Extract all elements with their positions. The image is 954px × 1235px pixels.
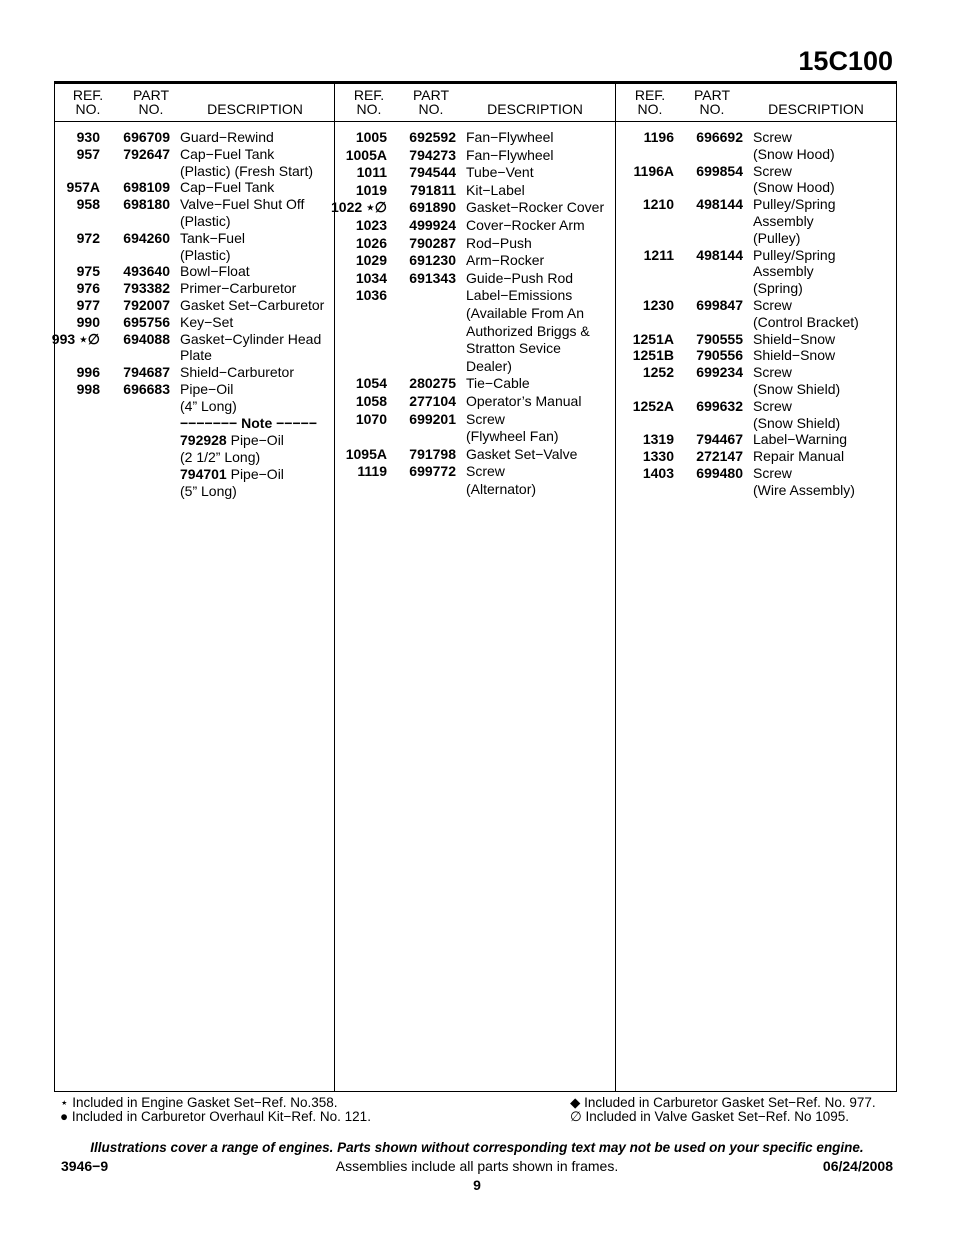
parts-row-continuation xyxy=(0,416,954,432)
part-number: 792647 xyxy=(123,145,170,162)
part-number: 794687 xyxy=(123,364,170,381)
parts-row-continuation xyxy=(0,264,954,280)
ref-number: 1005 xyxy=(355,129,387,145)
part-header: PART NO. xyxy=(132,87,170,117)
part-number: 699480 xyxy=(696,465,743,481)
part-description: Label−Warning xyxy=(753,431,848,448)
part-description: Screw xyxy=(753,297,792,313)
parts-row xyxy=(0,348,954,364)
part-description: Shield−Snow xyxy=(753,347,836,364)
part-number: 698109 xyxy=(123,179,170,196)
description-header: DESCRIPTION xyxy=(487,101,583,117)
part-number: 696709 xyxy=(123,129,170,145)
part-description: Screw xyxy=(753,162,792,179)
parts-row xyxy=(0,130,954,146)
part-number: 694088 xyxy=(123,330,170,347)
part-description: Operator’s Manual xyxy=(466,393,582,409)
part-description: (Pulley) xyxy=(753,229,801,246)
part-description: Tie−Cable xyxy=(466,375,530,392)
parts-row xyxy=(0,248,954,264)
part-description: (Flywheel Fan) xyxy=(466,428,559,445)
part-number: 790555 xyxy=(696,330,743,347)
note-line: 794701 Pipe−Oil xyxy=(180,466,284,482)
model-number: 15C100 xyxy=(798,46,893,76)
part-header: PART NO. xyxy=(693,87,731,117)
part-description: (Snow Shield) xyxy=(753,381,841,397)
part-number: 280275 xyxy=(409,375,456,392)
part-description: Gasket Set−Valve xyxy=(466,445,578,462)
parts-row xyxy=(0,432,954,448)
part-description: Stratton Sevice xyxy=(466,340,561,357)
disclaimer: Illustrations cover a range of engines. Parts shown without corresponding text may not be used on your specific engine. xyxy=(90,1140,864,1155)
part-number: 277104 xyxy=(409,393,456,409)
ref-number: 993 ⋆∅ xyxy=(51,330,100,347)
ref-number: 976 xyxy=(76,280,100,297)
part-number: 794467 xyxy=(696,431,743,448)
part-description: Rod−Push xyxy=(466,234,532,251)
ref-number: 958 xyxy=(76,196,100,213)
ref-header: REF. NO. xyxy=(353,87,385,117)
page-number: 9 xyxy=(473,1177,481,1193)
part-description: Guard−Rewind xyxy=(180,129,274,145)
part-description: Key−Set xyxy=(180,313,234,330)
parts-row-continuation xyxy=(0,281,954,297)
parts-row-continuation xyxy=(0,147,954,163)
part-number: 699772 xyxy=(409,463,456,480)
part-description: (Plastic) xyxy=(180,213,231,229)
part-number: 272147 xyxy=(696,448,743,465)
description-header: DESCRIPTION xyxy=(207,101,303,117)
parts-row xyxy=(0,365,954,381)
ref-number: 957 xyxy=(76,145,100,162)
ref-number: 1251B xyxy=(632,347,674,364)
ref-number: 972 xyxy=(76,229,100,246)
ref-number: 1319 xyxy=(642,431,674,448)
part-description: Valve−Fuel Shut Off xyxy=(180,196,305,213)
ref-number: 957A xyxy=(66,179,100,196)
ref-number: 930 xyxy=(76,129,100,145)
part-number: 493640 xyxy=(123,263,170,280)
part-number: 691230 xyxy=(409,252,456,269)
ref-number: 1026 xyxy=(355,234,387,251)
part-number: 699847 xyxy=(696,297,743,313)
part-description: Primer−Carburetor xyxy=(180,280,297,297)
note-line: (2 1/2” Long) xyxy=(180,449,261,465)
ref-number: 1252 xyxy=(642,364,674,381)
ref-number: 1196 xyxy=(643,129,674,145)
document-date: 06/24/2008 xyxy=(822,1158,893,1174)
part-number: 692592 xyxy=(409,129,456,145)
description-header: DESCRIPTION xyxy=(768,101,864,117)
parts-row-continuation xyxy=(0,483,954,499)
ref-number: 1022 ⋆∅ xyxy=(331,199,387,216)
part-description: Shield−Snow xyxy=(753,330,836,347)
part-description: Tank−Fuel xyxy=(180,229,245,246)
part-number: 691890 xyxy=(409,199,456,216)
part-number: 791811 xyxy=(410,181,456,198)
parts-row-continuation xyxy=(0,231,954,247)
part-description: Assembly xyxy=(753,213,814,229)
parts-row-continuation xyxy=(0,382,954,398)
part-description: (Snow Shield) xyxy=(753,414,841,431)
ref-number: 998 xyxy=(76,381,100,397)
parts-row-continuation xyxy=(0,213,954,233)
part-number: 794544 xyxy=(409,164,456,181)
part-description: (Wire Assembly) xyxy=(753,481,855,498)
parts-row-continuation xyxy=(0,180,954,196)
part-description: (Snow Hood) xyxy=(753,145,835,162)
part-description: Pulley/Spring xyxy=(753,196,836,213)
part-description: Cap−Fuel Tank xyxy=(180,145,275,162)
part-number: 699201 xyxy=(409,410,456,427)
part-description: (Alternator) xyxy=(466,481,537,497)
part-description: Arm−Rocker xyxy=(466,252,545,269)
part-description: Authorized Briggs & xyxy=(466,322,590,339)
part-description: Shield−Carburetor xyxy=(180,364,295,381)
part-description: (Available From An xyxy=(466,305,585,321)
ref-number: 1230 xyxy=(642,297,674,313)
part-description: Screw xyxy=(466,410,505,427)
part-description: (4” Long) xyxy=(180,397,237,414)
ref-number: 1054 xyxy=(355,375,387,392)
ref-number: 975 xyxy=(76,263,100,280)
parts-row xyxy=(0,399,954,415)
part-number: 790556 xyxy=(696,347,743,364)
ref-number: 1119 xyxy=(357,463,387,480)
assemblies-note: Assemblies include all parts shown in frames. xyxy=(335,1158,619,1174)
ref-number: 1211 xyxy=(643,246,674,263)
footnote-diamond: ◆ Included in Carburetor Gasket Set−Ref. No. 977. xyxy=(570,1095,876,1110)
part-description: Screw xyxy=(753,397,792,414)
part-description: Plate xyxy=(180,347,212,364)
part-description: Repair Manual xyxy=(753,448,845,465)
parts-row xyxy=(0,298,954,314)
part-description: Assembly xyxy=(753,263,814,280)
part-description: (Spring) xyxy=(753,280,803,297)
part-number: 790287 xyxy=(409,234,456,251)
parts-row xyxy=(0,196,954,216)
ref-number: 1403 xyxy=(642,465,674,481)
part-number: 694260 xyxy=(123,229,170,246)
ref-number: 990 xyxy=(76,313,100,330)
part-number: 696683 xyxy=(123,381,170,397)
ref-number: 1252A xyxy=(632,397,674,414)
part-description: (Plastic) xyxy=(180,246,231,263)
part-description: (Snow Hood) xyxy=(753,179,835,196)
part-number: 792007 xyxy=(123,297,170,313)
part-number: 498144 xyxy=(696,246,743,263)
part-description: (Plastic) (Fresh Start) xyxy=(180,162,314,179)
part-description: Guide−Push Rod xyxy=(466,269,574,286)
part-number: 696692 xyxy=(696,129,743,145)
ref-header: REF. NO. xyxy=(634,87,666,117)
ref-number: 1029 xyxy=(355,252,387,269)
part-number: 794273 xyxy=(409,146,456,163)
part-description: Gasket−Cylinder Head xyxy=(180,330,322,347)
ref-number: 1036 xyxy=(355,287,387,304)
parts-row xyxy=(0,164,954,180)
part-description: Cover−Rocker Arm xyxy=(466,217,585,233)
document-number: 3946−9 xyxy=(61,1158,109,1174)
part-number: 698180 xyxy=(123,196,170,213)
part-description: Fan−Flywheel xyxy=(466,129,554,145)
ref-number: 1196A xyxy=(633,162,674,179)
footnote-dot: ● Included in Carburetor Overhaul Kit−Ref. No. 121. xyxy=(60,1109,371,1124)
ref-number: 1011 xyxy=(356,164,387,181)
part-description: Screw xyxy=(753,129,792,145)
part-number: 791798 xyxy=(409,445,456,462)
footnote-star: ⋆ Included in Engine Gasket Set−Ref. No.358. xyxy=(60,1095,338,1110)
parts-row xyxy=(0,463,954,482)
part-number: 498144 xyxy=(696,196,743,213)
part-description: (Control Bracket) xyxy=(753,313,859,330)
ref-number: 1330 xyxy=(642,448,674,465)
part-header: PART NO. xyxy=(412,87,450,117)
ref-number: 1251A xyxy=(632,330,674,347)
part-description: Screw xyxy=(466,463,505,480)
parts-row xyxy=(0,332,954,348)
header-rule xyxy=(54,121,897,122)
ref-number: 1058 xyxy=(355,393,387,409)
part-number: 793382 xyxy=(123,280,170,297)
ref-number: 1023 xyxy=(355,217,387,233)
part-number: 699234 xyxy=(696,364,743,381)
part-description: Tube−Vent xyxy=(466,164,534,181)
ref-number: 977 xyxy=(76,297,100,313)
part-number: 691343 xyxy=(409,269,456,286)
part-description: Gasket Set−Carburetor xyxy=(180,297,325,313)
part-description: Screw xyxy=(753,465,792,481)
part-description: Fan−Flywheel xyxy=(466,146,554,163)
ref-number: 1210 xyxy=(642,196,674,213)
ref-number: 1034 xyxy=(355,269,387,286)
note-line: (5” Long) xyxy=(180,483,237,499)
part-description: Dealer) xyxy=(466,357,512,374)
part-description: Pipe−Oil xyxy=(180,381,234,397)
part-number: 695756 xyxy=(123,313,170,330)
parts-row xyxy=(0,445,954,465)
part-description: Pulley/Spring xyxy=(753,246,836,263)
part-description: Gasket−Rocker Cover xyxy=(466,199,605,216)
ref-number: 1005A xyxy=(345,146,387,163)
part-number: 699632 xyxy=(696,397,743,414)
part-description: Bowl−Float xyxy=(180,263,250,280)
ref-number: 1095A xyxy=(345,445,387,462)
note-heading: −−−−−−− Note −−−−− xyxy=(180,415,317,431)
note-line: 792928 Pipe−Oil xyxy=(180,432,284,448)
part-description: Label−Emissions xyxy=(466,287,573,304)
part-description: Cap−Fuel Tank xyxy=(180,179,275,196)
ref-number: 1070 xyxy=(355,410,387,427)
parts-row-continuation xyxy=(0,315,954,331)
footnote-empty-set: ∅ Included in Valve Gasket Set−Ref. No 1095. xyxy=(570,1109,850,1124)
part-description: Kit−Label xyxy=(466,181,525,198)
part-number: 699854 xyxy=(696,162,743,179)
part-number: 499924 xyxy=(409,217,456,233)
ref-number: 996 xyxy=(76,364,100,381)
part-description: Screw xyxy=(753,364,792,381)
ref-number: 1019 xyxy=(355,181,387,198)
ref-header: REF. NO. xyxy=(72,87,104,117)
